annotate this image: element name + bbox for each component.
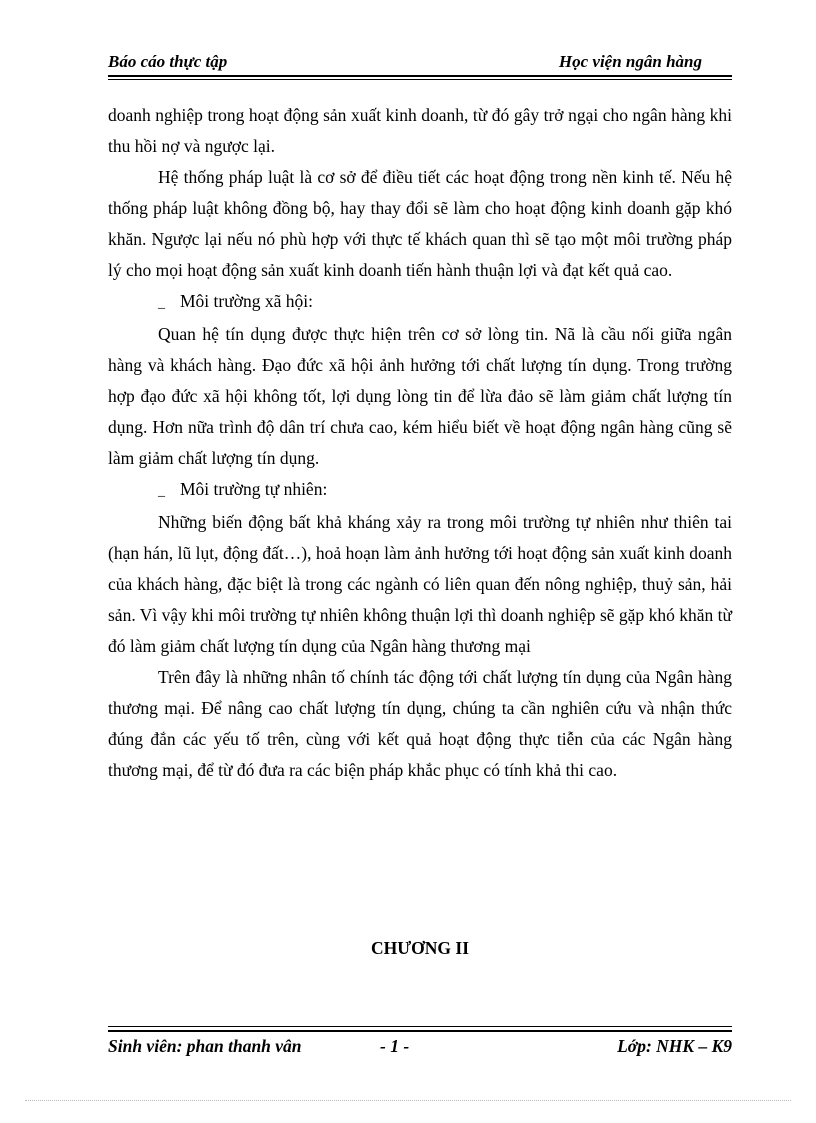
list-item-natural-environment — [108, 474, 732, 507]
body-text — [108, 100, 732, 786]
list-item-social-environment — [108, 286, 732, 319]
page-footer — [108, 1026, 732, 1066]
paragraph-conclusion: Trên đây là những nhân tố chính tác động tới chất lượng tín dụng của Ngân hàng thương mại. Để nâng cao chất lượng tín dụng, chúng ta cần nghiên cứu và nhận thức đúng đắn các yếu tố trên, cùng với kết quả hoạt động thực tiễn của các Ngân hàng thương mại, để từ đó đưa ra các biện pháp khắc phục có tính khả thi cao. — [108, 667, 732, 780]
paragraph-continuation: doanh nghiệp trong hoạt động sản xuất kinh doanh, từ đó gây trở ngại cho ngân hàng khi thu hồi nợ và ngược lại. — [108, 105, 732, 156]
page-bottom-dotted-line — [25, 1100, 791, 1101]
footer-student-name: Sinh viên: phan thanh vân — [108, 1036, 302, 1056]
list-item-label: Môi trường xã hội: — [180, 291, 313, 311]
dash-bullet: _ — [158, 484, 165, 499]
footer-page-number: - 1 - — [380, 1036, 410, 1056]
paragraph-social-environment: Quan hệ tín dụng được thực hiện trên cơ sở lòng tin. Nã là cầu nối giữa ngân hàng và khách hàng. Đạo đức xã hội ảnh hưởng tới chất lượng tín dụng. Trong trường hợp đạo đức xã hội không tốt, lợi dụng lòng tin để lừa đảo sẽ làm giảm chất lượng tín dụng. Hơn nữa trình độ dân trí chưa cao, kém hiểu biết về hoạt động ngân hàng cũng sẽ làm giảm chất lượng tín dụng. — [108, 324, 732, 468]
paragraph-natural-environment: Những biến động bất khả kháng xảy ra trong môi trường tự nhiên như thiên tai (hạn hán, lũ lụt, động đất…), hoả hoạn làm ảnh hưởng tới hoạt động sản xuất kinh doanh của khách hàng, đặc biệt là trong các ngành có liên quan đến nông nghiệp, thuỷ sản, hải sản. Vì vậy khi môi trường tự nhiên không thuận lợi thì doanh nghiệp sẽ gặp khó khăn từ đó làm giảm chất lượng tín dụng của Ngân hàng thương mại — [108, 512, 732, 656]
chapter-heading: CHƯƠNG II — [370, 938, 470, 958]
paragraph-legal-system: Hệ thống pháp luật là cơ sở để điều tiết các hoạt động trong nền kinh tế. Nếu hệ thống pháp luật không đồng bộ, hay thay đổi sẽ làm cho hoạt động kinh doanh gặp khó khăn. Ngược lại nếu nó phù hợp với thực tế khách quan thì sẽ tạo một môi trường pháp lý cho mọi hoạt động sản xuất kinh doanh tiến hành thuận lợi và đạt kết quả cao. — [108, 167, 732, 280]
page-header — [108, 50, 732, 78]
footer-rule-thin — [108, 1026, 732, 1027]
header-institution: Học viện ngân hàng — [558, 52, 702, 71]
header-rule-thick — [108, 75, 732, 77]
header-rule-thin — [108, 79, 732, 80]
list-item-label: Môi trường tự nhiên: — [180, 479, 328, 499]
footer-class: Lớp: NHK – K9 — [617, 1036, 732, 1056]
footer-rule-thick — [108, 1030, 732, 1032]
header-report-title: Báo cáo thực tập — [108, 52, 228, 71]
dash-bullet: _ — [158, 296, 165, 311]
